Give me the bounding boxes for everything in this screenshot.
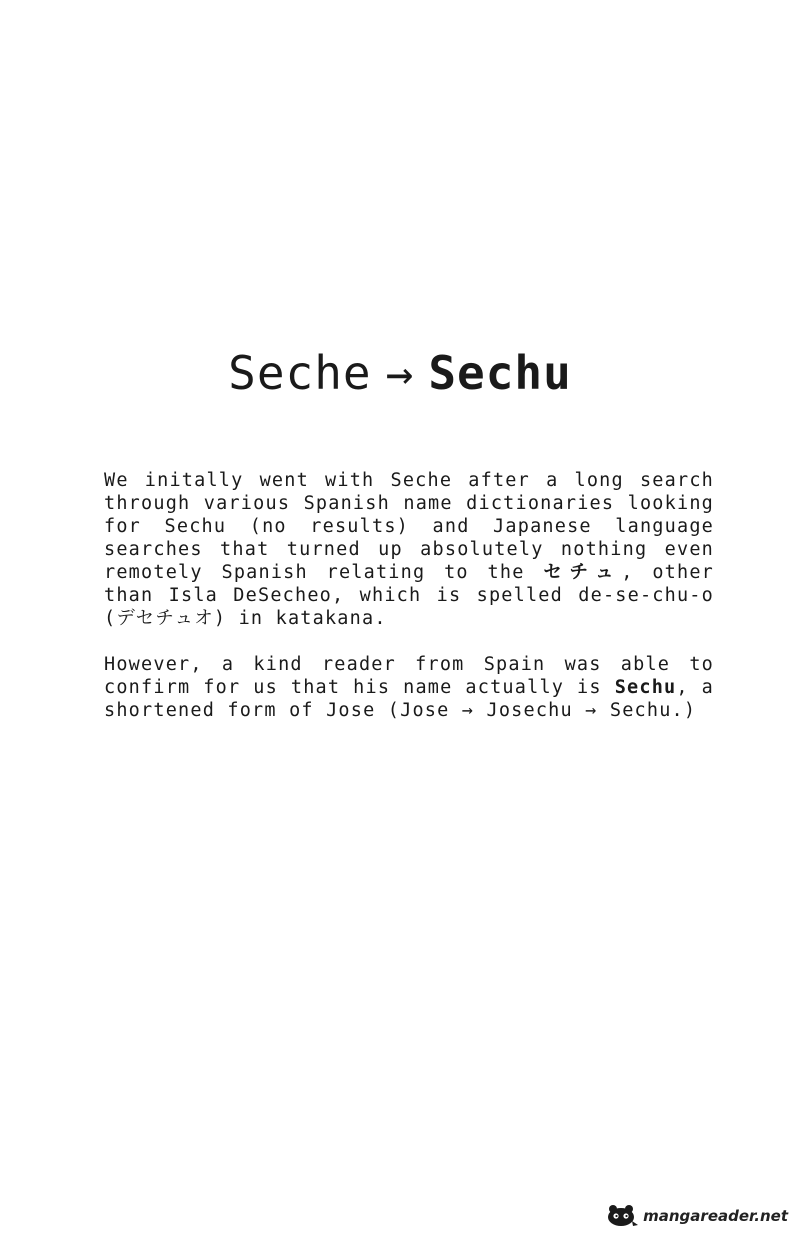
page-title	[0, 343, 800, 403]
paragraph-1	[104, 469, 714, 630]
paragraph-1-text-b: , other than Isla DeSecheo, which is spelled de-se-chu-o (	[104, 562, 715, 629]
paragraph-1-text-c: ) in katakana.	[213, 608, 387, 629]
mascot-icon	[604, 1203, 640, 1229]
watermark-text: mangareader.net	[643, 1207, 788, 1225]
sechu-bold-name: Sechu	[614, 677, 677, 698]
katakana-sechu: セチュ	[543, 562, 622, 583]
translation-note	[104, 469, 714, 745]
paragraph-2-text-b: , a shortened form of Jose (Jose → Josechu → Sechu.)	[104, 677, 715, 721]
katakana-desechuo: デセチュオ	[116, 608, 214, 629]
title-arrow: →	[385, 346, 415, 400]
paragraph-1-text-a: We initally went with Seche after a long search through various Spanish name dictionaries looking for Sechu (no results) and Japanese language searches that turned up absolutely nothing even remotely Spanish relating to the	[104, 470, 714, 583]
paragraph-2	[104, 653, 714, 722]
title-old-name: Seche	[228, 346, 372, 400]
paragraph-2-text-a: However, a kind reader from Spain was able to confirm for us that his name actually is	[104, 654, 714, 698]
site-watermark	[604, 1203, 788, 1229]
title-new-name: Sechu	[428, 346, 572, 400]
